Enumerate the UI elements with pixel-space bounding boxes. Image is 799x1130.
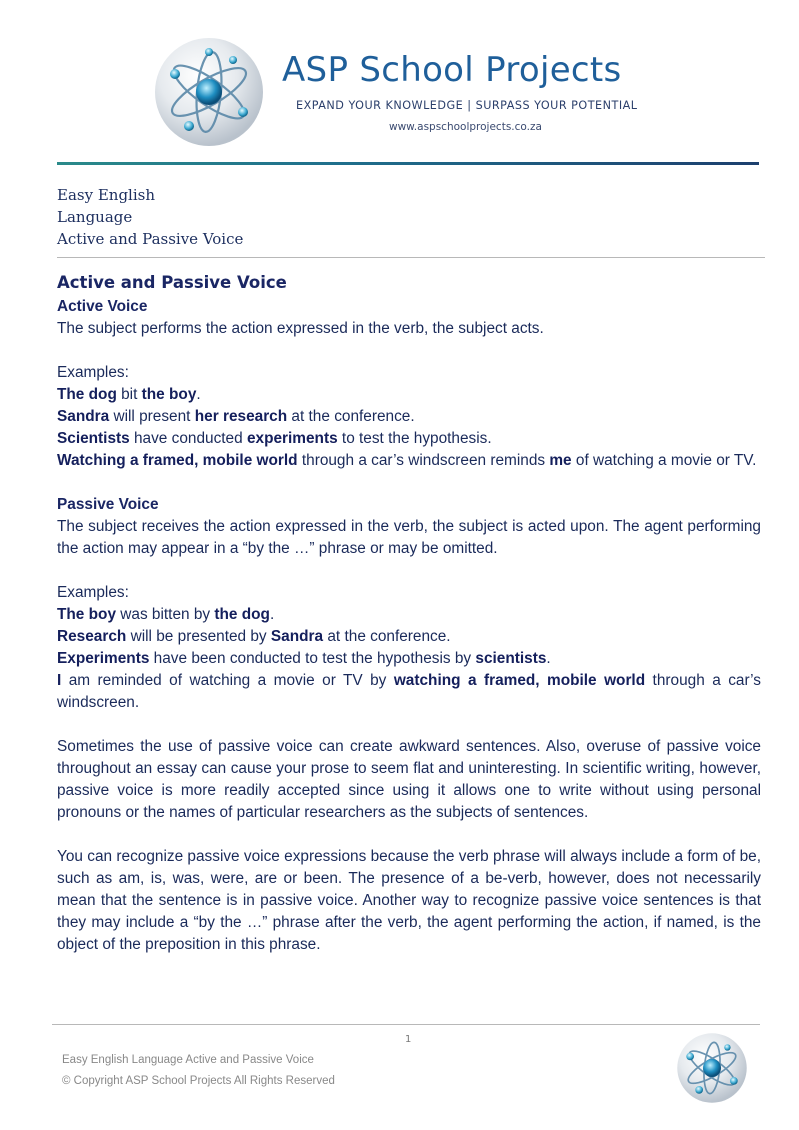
breadcrumb-item: Language: [57, 208, 133, 226]
brand-name: ASP School Projects: [282, 50, 622, 90]
examples-label: Examples:: [57, 364, 129, 381]
atom-icon: [153, 36, 265, 148]
footer-copyright: © Copyright ASP School Projects All Rights Reserved: [62, 1075, 335, 1087]
brand-url[interactable]: www.aspschoolprojects.co.za: [389, 121, 542, 133]
active-voice-definition: The subject performs the action expressed in the verb, the subject acts.: [57, 320, 544, 337]
example-sentence: I am reminded of watching a movie or TV by watching a framed, mobile world through a car’s windscreen.: [57, 672, 761, 711]
breadcrumb: [57, 184, 243, 250]
example-sentence: The boy was bitten by the dog.: [57, 606, 275, 623]
breadcrumb-item: Easy English: [57, 186, 155, 204]
passive-voice-heading: Passive Voice: [57, 496, 159, 513]
main-content: [57, 270, 761, 956]
page-number: 1: [405, 1034, 412, 1045]
active-voice-heading: Active Voice: [57, 298, 148, 315]
atom-icon: [676, 1032, 748, 1104]
section-divider: [57, 257, 765, 258]
footer-title: Easy English Language Active and Passive Voice: [62, 1054, 314, 1066]
example-sentence: Scientists have conducted experiments to test the hypothesis.: [57, 430, 492, 447]
breadcrumb-item: Active and Passive Voice: [57, 230, 244, 248]
page-title: Active and Passive Voice: [57, 273, 287, 292]
header-divider: [57, 162, 759, 165]
example-sentence: Experiments have been conducted to test the hypothesis by scientists.: [57, 650, 551, 667]
brand-tagline: EXPAND YOUR KNOWLEDGE | SURPASS YOUR POTENTIAL: [296, 99, 638, 112]
passive-voice-definition: The subject receives the action expressed in the verb, the subject is acted upon. The agent performing the action may appear in a “by the …” phrase or may be omitted.: [57, 518, 761, 557]
footer-divider: [52, 1024, 760, 1025]
body-paragraph: You can recognize passive voice expressions because the verb phrase will always include a form of be, such as am, is, was, were, are or been. The presence of a be-verb, however, does not necessarily mean that the sentence is in passive voice. Another way to recognize passive voice sentences is that they may include a “by the …” phrase after the verb, the agent performing the action, if named, is the object of the preposition in this phrase.: [57, 848, 761, 953]
example-sentence: The dog bit the boy.: [57, 386, 201, 403]
examples-label: Examples:: [57, 584, 129, 601]
example-sentence: Watching a framed, mobile world through a car’s windscreen reminds me of watching a movie or TV.: [57, 452, 757, 469]
example-sentence: Sandra will present her research at the conference.: [57, 408, 415, 425]
body-paragraph: Sometimes the use of passive voice can create awkward sentences. Also, overuse of passive voice throughout an essay can cause your prose to seem flat and uninteresting. In scientific writing, however, passive voice is more readily accepted since using it allows one to write without using personal pronouns or the names of particular researchers as the subjects of sentences.: [57, 738, 761, 821]
example-sentence: Research will be presented by Sandra at the conference.: [57, 628, 451, 645]
